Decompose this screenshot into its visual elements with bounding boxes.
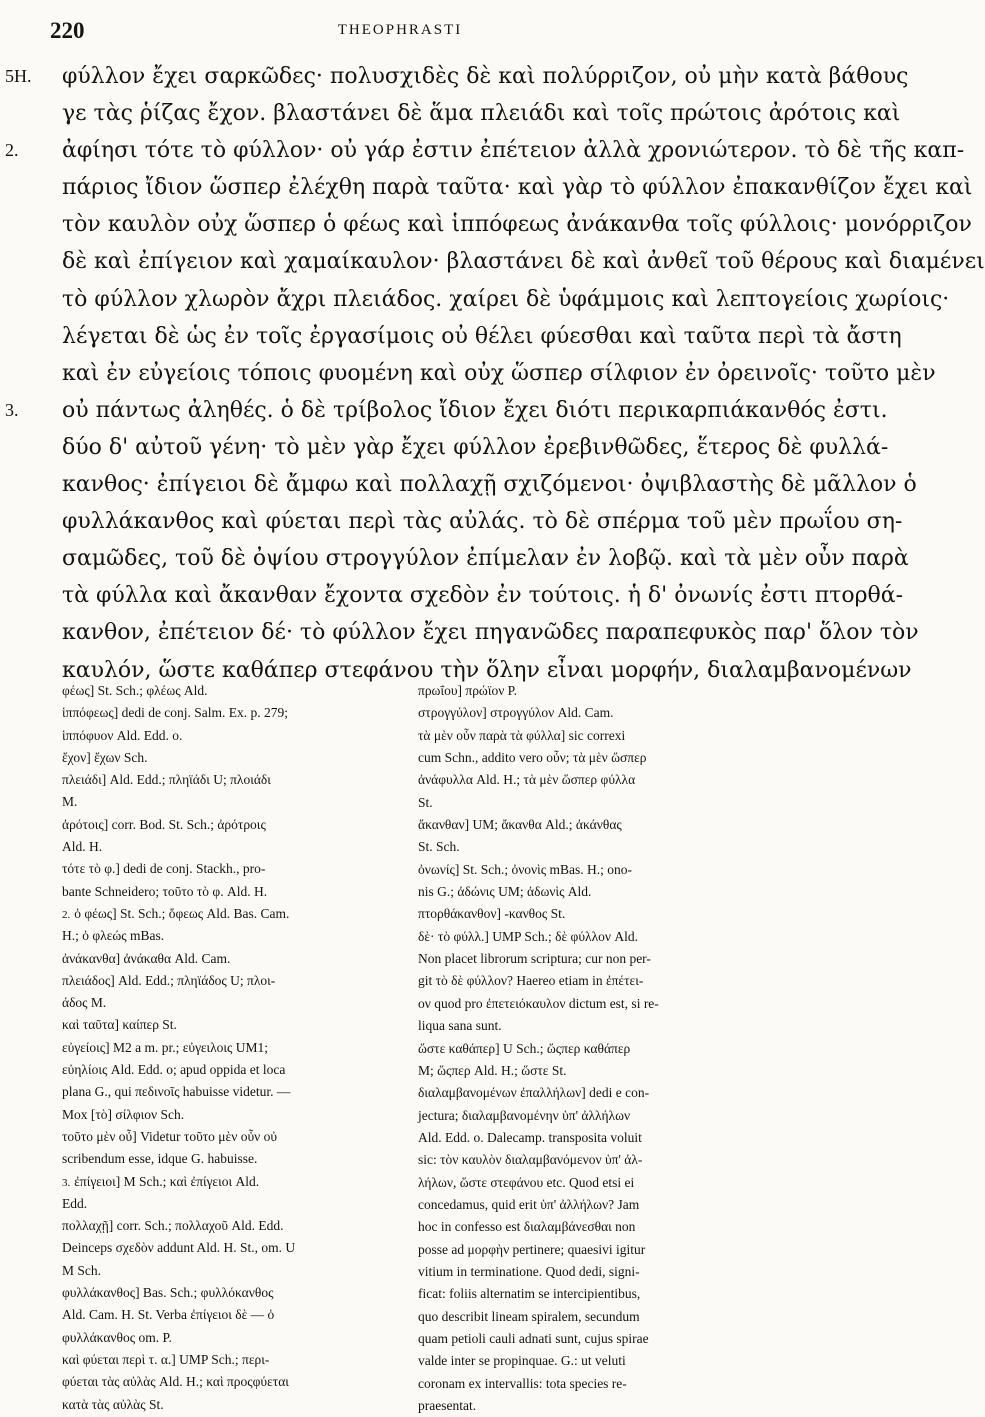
apparatus-line [62,858,392,880]
apparatus-text: Ald. H. [62,839,103,855]
apparatus-text: ὁ φέως] St. Sch.; ὄφεως Ald. Bas. Cam. [74,905,290,921]
apparatus-text: καὶ φύεται περὶ τ. α.] UMP Sch.; περι- [62,1351,270,1367]
apparatus-line: quo describit lineam spiralem, secundum [418,1308,640,1324]
apparatus-line: St. Sch. [418,839,460,855]
apparatus-line: St. [418,794,433,810]
apparatus-text: Edd. [62,1195,88,1211]
apparatus-text: τοῦτο μὲν οὖ] Videtur τοῦτο μὲν οὖν οὐ [62,1128,278,1144]
apparatus-line [62,1394,392,1416]
apparatus-line: hoc in confesso est διαλαμβάνεσθαι non [418,1219,636,1235]
text-line [62,466,917,503]
apparatus-line [62,1282,392,1304]
text-line [62,355,936,392]
apparatus-line: ὀνωνίς] St. Sch.; ὀνονὶς mBas. H.; ono- [418,861,633,877]
apparatus-line: Non placet librorum scriptura; cur non per- [418,951,651,967]
text-line-content: κανθος· ἐπίγειοι δὲ ἄμφω καὶ πολλαχῇ σχιζόμενοι· ὀψιβλαστὴς δὲ μᾶλλον ὁ [62,472,917,498]
apparatus-line [62,1327,392,1349]
apparatus-line [62,1148,392,1170]
text-line-content: τὰ φύλλα καὶ ἄκανθαν ἔχοντα σχεδὸν ἐν τούτοις. ἡ δ' ὀνωνίς ἐστι πτορθά- [62,583,904,609]
text-line-content: σαμῶδες, τοῦ δὲ ὀψίου στρογγύλον ἐπίμελαν ἐν λοβῷ. καὶ τὰ μὲν οὖν παρὰ [62,546,909,572]
text-line [62,281,950,318]
apparatus-line: cum Schn., addito vero οὖν; τὰ μὲν ὥσπερ [418,750,647,766]
apparatus-line: πρωΐου] πρώϊον P. [418,683,518,698]
text-line [5,58,909,95]
apparatus-line [62,769,392,791]
apparatus-text: ἀρότοις] corr. Bod. St. Sch.; ἀρότροις [62,816,266,832]
text-line [62,206,972,243]
apparatus-line [62,836,392,858]
apparatus-line: ἄκανθαν] UM; ἄκανθα Ald.; ἀκάνθας [418,817,622,833]
apparatus-line: διαλαμβανομένων ἐπαλλήλων] dedi e con- [418,1085,650,1101]
apparatus-text: πολλαχῇ] corr. Sch.; πολλαχοῦ Ald. Edd. [62,1218,284,1234]
apparatus-line: jectura; διαλαμβανομένην ὑπ' ἀλλήλων [418,1107,631,1123]
apparatus-line: ὥστε καθάπερ] U Sch.; ὥςπερ καθάπερ [418,1040,631,1056]
text-line [62,577,904,614]
apparatus-line [62,1237,392,1259]
text-line [62,540,909,577]
apparatus-text: πλειάδος] Ald. Edd.; πληϊάδος U; πλοι- [62,972,276,988]
text-line-content: καυλόν, ὥστε καθάπερ στεφάνου τὴν ὅλην εἶναι μορφήν, διαλαμβανομένων [62,657,912,683]
apparatus-text: εὐγείοις] M2 a m. pr.; εὐγειλοις UM1; [62,1039,269,1055]
text-line [62,169,973,206]
apparatus-line [62,1104,392,1126]
text-line [5,132,965,169]
text-line [62,614,919,651]
apparatus-line: M; ὥςπερ Ald. H.; ὥστε St. [418,1062,567,1078]
text-line-content: γε τὰς ῥίζας ἔχον. βλαστάνει δὲ ἅμα πλειάδι καὶ τοῖς πρώτοις ἀρότοις καὶ [62,101,901,127]
apparatus-text: plana G., qui πεδινοῖς habuisse videtur. — [62,1084,291,1100]
text-line-content: λέγεται δὲ ὡς ἐν τοῖς ἐργασίμοις οὐ θέλει φύεσθαι καὶ ταῦτα περὶ τὰ ἄστη [62,323,902,349]
apparatus-line [62,1171,392,1193]
apparatus-text: ἀνάκανθα] ἀνάκαθα Ald. Cam. [62,950,231,966]
text-line-content: καὶ ἐν εὐγείοις τόποις φυομένη καὶ οὐχ ὥσπερ σίλφιον ἐν ὀρεινοῖς· τοῦτο μὲν [62,360,936,386]
apparatus-line [62,1014,392,1036]
page-number: 220 [50,18,85,43]
apparatus-line [62,791,392,813]
apparatus-section-number: 3. [62,1176,71,1189]
apparatus-line [62,680,392,702]
apparatus-line: coronam ex intervallis: tota species re- [418,1375,627,1391]
running-head: THEOPHRASTI [337,22,463,38]
apparatus-line: ον quod pro ἐπετειόκαυλον dictum est, si re- [418,995,659,1011]
apparatus-line [62,702,392,724]
apparatus-line: nis G.; ἀδώνις UM; ἀδωνὶς Ald. [418,884,592,900]
apparatus-text: φύεται τὰς αὐλὰς Ald. H.; καὶ προςφύεται [62,1374,289,1390]
apparatus-line [62,1059,392,1081]
apparatus-line: vitium in terminatione. Quod dedi, signi- [418,1263,640,1279]
apparatus-text: φυλλάκανθος] Bas. Sch.; φυλλόκανθος [62,1285,274,1301]
apparatus-line: praesentat. [418,1398,477,1413]
text-line-content: δὲ καὶ ἐπίγειον καὶ χαμαίκαυλον· βλαστάνει δὲ καὶ ἀνθεῖ τοῦ θέρους καὶ διαμένει [62,249,985,275]
apparatus-line [62,1349,392,1371]
apparatus-text: πλειάδι] Ald. Edd.; πληϊάδι U; πλοιάδι [62,772,271,788]
apparatus-line [62,992,392,1014]
apparatus-line: sic: τὸν καυλὸν διαλαμβανόμενον ὑπ' ἀλ- [418,1152,643,1168]
apparatus-text: ἔχον] ἔχων Sch. [62,749,148,765]
text-line-content: τὸν καυλὸν οὐχ ὥσπερ ὁ φέως καὶ ἱππόφεως ἀνάκανθα τοῖς φύλλοις· μονόρριζον [62,212,972,238]
critical-apparatus-left [62,680,392,1416]
apparatus-line: quam petioli cauli adnati sunt, cujus spirae [418,1330,649,1346]
text-line-content: φύλλον ἔχει σαρκῶδες· πολυσχιδὲς δὲ καὶ πολύρριζον, οὐ μὴν κατὰ βάθους [62,64,909,89]
apparatus-line [62,1126,392,1148]
text-line-content: κανθον, ἐπέτειον δέ· τὸ φύλλον ἔχει πηγανῶδες παραπεφυκὸς παρ' ὅλον τὸν [62,620,919,646]
apparatus-text: φέως] St. Sch.; φλέως Ald. [62,683,208,698]
section-number: 3. [5,399,19,420]
apparatus-line [62,1260,392,1282]
apparatus-line [62,747,392,769]
apparatus-line: στρογγύλον] στρογγύλον Ald. Cam. [418,705,614,721]
apparatus-line [62,725,392,747]
text-line [62,318,902,355]
apparatus-line: λήλων, ὥστε στεφάνου etc. Quod etsi ei [418,1174,635,1190]
section-number: 2. [5,140,19,161]
text-line [62,503,903,540]
apparatus-text: M. [62,794,78,810]
apparatus-line: posse ad μορφὴν pertinere; quaesivi igitur [418,1241,646,1257]
apparatus-line [62,970,392,992]
apparatus-line: valde inter se propinquae. G.: ut veluti [418,1353,626,1369]
apparatus-text: ἱππόφυον Ald. Edd. o. [62,727,183,743]
apparatus-line [62,948,392,970]
apparatus-line [62,1193,392,1215]
apparatus-text: H.; ὁ φλεώς mBas. [62,928,165,944]
text-line-content: φυλλάκανθος καὶ φύεται περὶ τὰς αὐλάς. τὸ δὲ σπέρμα τοῦ μὲν πρωΐου ση- [62,509,903,535]
apparatus-line: concedamus, quid erit ὑπ' ἀλλήλων? Jam [418,1196,640,1212]
apparatus-line: τὰ μὲν οὖν παρὰ τὰ φύλλα] sic correxi [418,727,626,743]
critical-apparatus-right [418,680,768,1417]
apparatus-line: Ald. Edd. o. Dalecamp. transposita voluit [418,1129,642,1145]
text-line [62,95,901,132]
apparatus-line [62,1081,392,1103]
text-line-content: τὸ φύλλον χλωρὸν ἄχρι πλειάδος. χαίρει δὲ ὑφάμμοις καὶ λεπτογείοις χωρίοις· [62,286,950,312]
apparatus-text: Ald. Cam. H. St. Verba ἐπίγειοι δὲ — ὁ [62,1307,275,1323]
text-line [62,243,985,280]
text-line [5,392,888,429]
apparatus-text: καὶ ταῦτα] καίπερ St. [62,1017,177,1033]
apparatus-line [62,881,392,903]
apparatus-text: ἱππόφεως] dedi de conj. Salm. Ex. p. 279; [62,705,289,721]
text-line-content: οὐ πάντως ἀληθές. ὁ δὲ τρίβολος ἴδιον ἔχει διότι περικαρπιάκανθός ἐστι. [62,397,888,423]
apparatus-text: bante Schneidero; τοῦτο τὸ φ. Ald. H. [62,883,268,899]
apparatus-line: ἀνάφυλλα Ald. H.; τὰ μὲν ὥσπερ φύλλα [418,772,636,788]
apparatus-line [62,1037,392,1059]
apparatus-line: liqua sana sunt. [418,1018,502,1034]
apparatus-text: Deinceps σχεδὸν addunt Ald. H. St., om. U [62,1240,296,1256]
text-line-content: ἀφίησι τότε τὸ φύλλον· οὐ γάρ ἐστιν ἐπέτειον ἀλλὰ χρονιώτερον. τὸ δὲ τῆς καπ- [62,138,965,164]
text-line [62,429,889,466]
apparatus-line [62,925,392,947]
apparatus-line [62,1215,392,1237]
apparatus-line: ficat: foliis alternatim se intercipientibus, [418,1286,641,1302]
apparatus-line [62,903,392,925]
apparatus-text: κατὰ τὰς αὐλὰς St. [62,1396,164,1412]
apparatus-text: άδος M. [62,995,107,1011]
apparatus-text: M Sch. [62,1262,102,1278]
apparatus-text: φυλλάκανθος om. P. [62,1329,172,1345]
main-greek-text [5,58,985,689]
apparatus-line: πτορθάκανθον] -κανθος St. [418,906,566,922]
section-number: 5H. [5,66,32,86]
apparatus-text: τότε τὸ φ.] dedi de conj. Stackh., pro- [62,861,266,877]
apparatus-line: δὲ· τὸ φύλλ.] UMP Sch.; δὲ φύλλον Ald. [418,928,638,944]
apparatus-line [62,1304,392,1326]
apparatus-text: Mox [τὸ] σίλφιον Sch. [62,1106,185,1122]
apparatus-text: εὐηλίοις Ald. Edd. o; apud oppida et loca [62,1062,286,1078]
apparatus-line [62,1371,392,1393]
text-line-content: πάριος ἴδιον ὥσπερ ἐλέχθη παρὰ ταῦτα· καὶ γὰρ τὸ φύλλον ἐπακανθίζον ἔχει καὶ [62,175,973,201]
apparatus-text: scribendum esse, idque G. habuisse. [62,1151,258,1167]
apparatus-section-number: 2. [62,908,71,921]
text-line-content: δύο δ' αὐτοῦ γένη· τὸ μὲν γὰρ ἔχει φύλλον ἐρεβινθῶδες, ἕτερος δὲ φυλλά- [62,434,889,460]
apparatus-text: ἐπίγειοι] M Sch.; καὶ ἐπίγειοι Ald. [74,1173,260,1189]
apparatus-line: git τὸ δὲ φύλλον? Haereo etiam in ἐπέτει- [418,973,644,989]
apparatus-line [62,814,392,836]
